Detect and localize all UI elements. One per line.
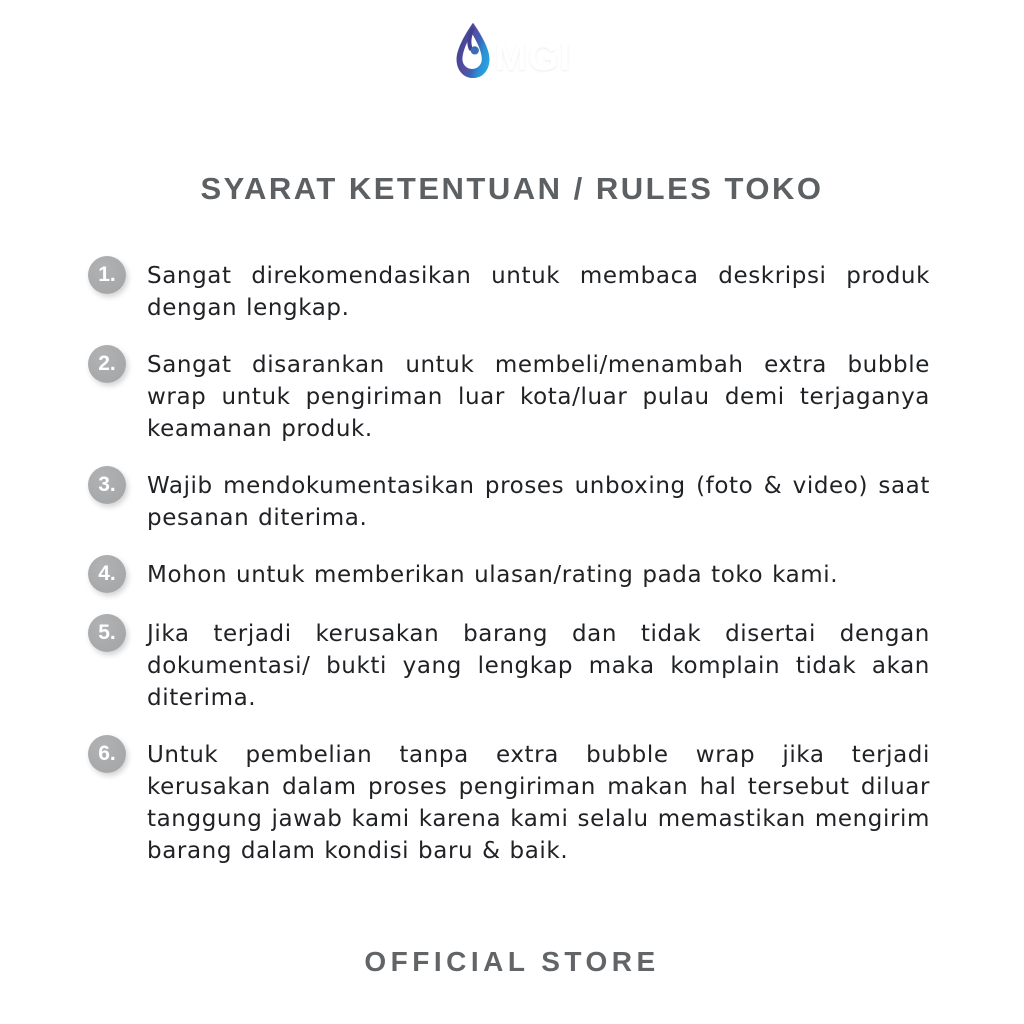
brand-company-name: PT MUTIARA GEMILANG INDONESIA bbox=[416, 86, 608, 95]
rule-item-3 bbox=[88, 470, 930, 534]
brand-logo bbox=[0, 18, 1024, 95]
rule-item-2 bbox=[88, 349, 930, 445]
rule-item-1 bbox=[88, 260, 930, 324]
brand-name: MGI bbox=[494, 36, 572, 79]
rule-text: Mohon untuk memberikan ulasan/rating pada toko kami. bbox=[147, 562, 839, 588]
rule-text: Sangat disarankan untuk membeli/menambah extra bubble wrap untuk pengiriman luar kota/luar pulau demi terjaganya keamanan produk. bbox=[147, 352, 930, 442]
page-title: SYARAT KETENTUAN / RULES TOKO bbox=[200, 171, 824, 206]
rule-number-badge: 4. bbox=[88, 555, 126, 593]
rule-text: Untuk pembelian tanpa extra bubble wrap jika terjadi kerusakan dalam proses pengiriman makan hal tersebut diluar tanggung jawab kami karena kami selalu memastikan mengirim barang dalam kondisi baru & baik. bbox=[147, 742, 930, 864]
rule-text: Sangat direkomendasikan untuk membaca deskripsi produk dengan lengkap. bbox=[147, 263, 930, 321]
rule-number-badge: 6. bbox=[88, 735, 126, 773]
rule-text: Jika terjadi kerusakan barang dan tidak disertai dengan dokumentasi/ bukti yang lengkap maka komplain tidak akan diterima. bbox=[147, 621, 930, 711]
rule-number-badge: 3. bbox=[88, 466, 126, 504]
official-store-label: OFFICIAL STORE bbox=[364, 946, 660, 977]
rule-item-5 bbox=[88, 618, 930, 714]
rule-item-6 bbox=[88, 739, 930, 867]
water-drop-logo-icon bbox=[453, 18, 493, 84]
rule-number-badge: 2. bbox=[88, 345, 126, 383]
rule-number-badge: 1. bbox=[88, 256, 126, 294]
brand-logo-row bbox=[453, 18, 572, 84]
rule-number-badge: 5. bbox=[88, 614, 126, 652]
rule-text: Wajib mendokumentasikan proses unboxing (foto & video) saat pesanan diterima. bbox=[147, 473, 930, 531]
rules-list bbox=[88, 260, 930, 892]
rule-item-4 bbox=[88, 559, 930, 593]
